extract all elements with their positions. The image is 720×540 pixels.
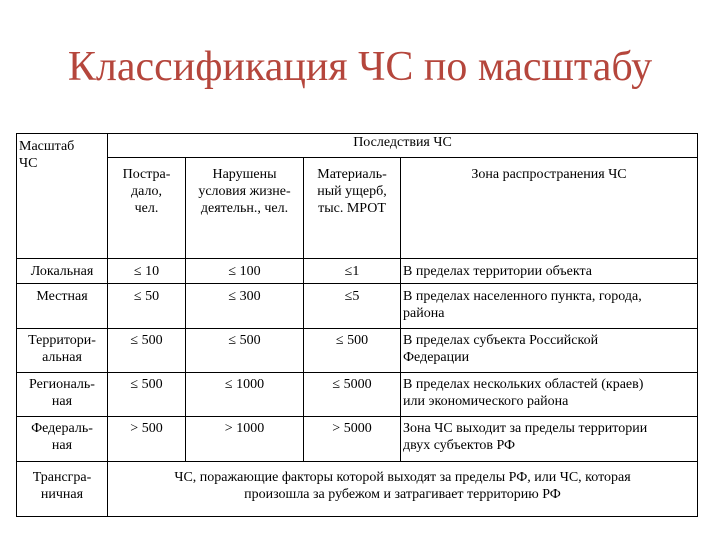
scale-column-header: Масштаб ЧС (17, 134, 108, 259)
scale-cell: Трансгра- ничная (17, 462, 108, 517)
disrupted-header: Нарушены условия жизне- деятельн., чел. (186, 158, 304, 259)
victims-cell: ≤ 500 (108, 373, 186, 417)
damage-cell: > 5000 (304, 417, 401, 462)
header-row-1 (17, 134, 698, 158)
damage-cell: ≤ 500 (304, 329, 401, 373)
table-row (17, 259, 698, 284)
zone-cell: В пределах нескольких областей (краев) или экономического района (401, 373, 698, 417)
table-row (17, 284, 698, 329)
disrupted-cell: ≤ 100 (186, 259, 304, 284)
victims-cell: ≤ 500 (108, 329, 186, 373)
victims-header: Постра- дало, чел. (108, 158, 186, 259)
victims-cell: ≤ 10 (108, 259, 186, 284)
zone-cell: В пределах населенного пункта, города, района (401, 284, 698, 329)
zone-cell: В пределах субъекта Российской Федерации (401, 329, 698, 373)
scale-cell: Федераль- ная (17, 417, 108, 462)
victims-cell: ≤ 50 (108, 284, 186, 329)
zone-cell: В пределах территории объекта (401, 259, 698, 284)
disrupted-cell: ≤ 1000 (186, 373, 304, 417)
scale-cell: Территори- альная (17, 329, 108, 373)
table-row (17, 417, 698, 462)
damage-cell: ≤ 5000 (304, 373, 401, 417)
damage-cell: ≤5 (304, 284, 401, 329)
consequences-header: Последствия ЧС (108, 134, 698, 158)
disrupted-cell: > 1000 (186, 417, 304, 462)
disrupted-cell: ≤ 500 (186, 329, 304, 373)
scale-cell: Региональ- ная (17, 373, 108, 417)
victims-cell: > 500 (108, 417, 186, 462)
scale-cell: Локальная (17, 259, 108, 284)
damage-cell: ≤1 (304, 259, 401, 284)
damage-header: Материаль- ный ущерб, тыс. МРОТ (304, 158, 401, 259)
header-row-2 (17, 158, 698, 259)
slide-title: Классификация ЧС по масштабу (67, 44, 653, 90)
table-row (17, 462, 698, 517)
table-row (17, 329, 698, 373)
zone-header: Зона распространения ЧС (401, 158, 698, 259)
transborder-description: ЧС, поражающие факторы которой выходят за пределы РФ, или ЧС, которая произошла за рубежом и затрагивает территорию РФ (108, 462, 698, 517)
classification-table (16, 133, 698, 517)
scale-cell: Местная (17, 284, 108, 329)
zone-cell: Зона ЧС выходит за пределы территории двух субъектов РФ (401, 417, 698, 462)
table-row (17, 373, 698, 417)
disrupted-cell: ≤ 300 (186, 284, 304, 329)
